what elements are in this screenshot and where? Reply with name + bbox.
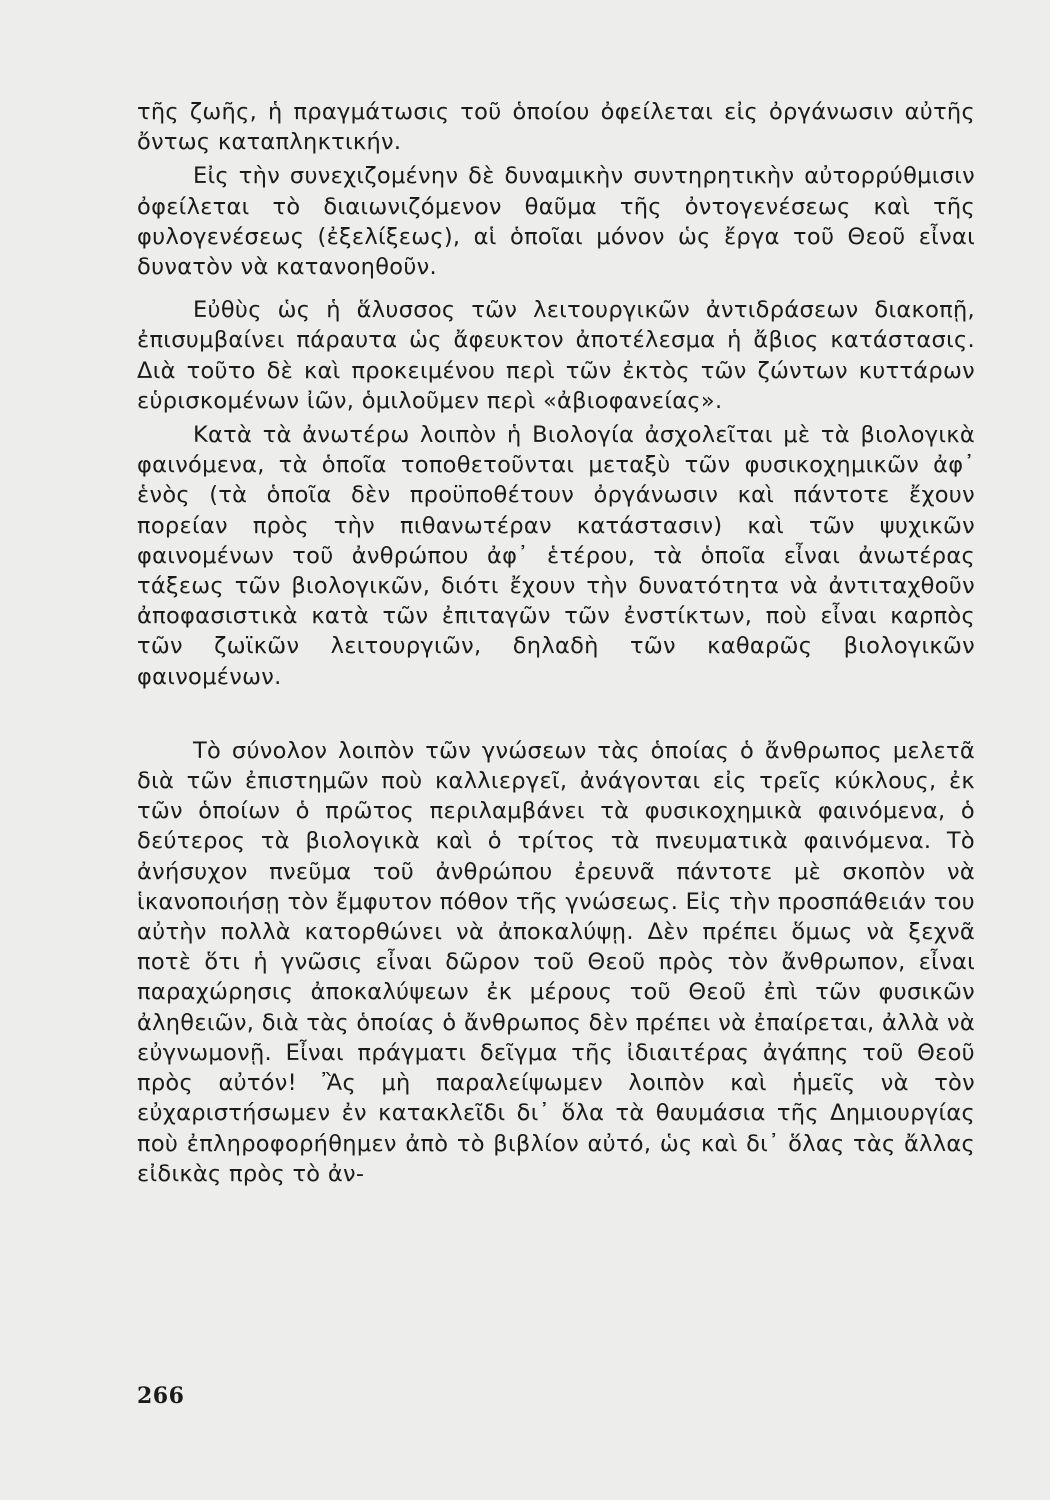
paragraph-knowledge: Τὸ σύνολον λοιπὸν τῶν γνώσεων τὰς ὁποίας ὁ ἄνθρωπος μελετᾶ διὰ τῶν ἐπιστημῶν ποὺ καλλιεργεῖ, ἀνάγονται εἰς τρεῖς κύκλους, ἐκ τῶν ὁποίων ὁ πρῶτος περιλαμβάνει τὰ φυσικοχημικὰ φαινόμενα, ὁ δεύτερος τὰ βιολογικὰ καὶ ὁ τρίτος τὰ πνευματικὰ φαινόμενα. Τὸ ἀνήσυχον πνεῦμα τοῦ ἀνθρώπου ἐρευνᾶ πάντοτε μὲ σκοπὸν νὰ ἱκανοποιήσῃ τὸν ἔμφυτον πόθον τῆς γνώσεως. Εἰς τὴν προσπάθειάν του αὐτὴν πολλὰ κατορθώνει νὰ ἀποκαλύψῃ. Δὲν πρέπει ὅμως νὰ ξεχνᾶ ποτὲ ὅτι ἡ γνῶσις εἶναι δῶρον τοῦ Θεοῦ πρὸς τὸν ἄνθρωπον, εἶναι παραχώρησις ἀποκαλύψεων ἐκ μέρους τοῦ Θεοῦ ἐπὶ τῶν φυσικῶν ἀληθειῶν, διὰ τὰς ὁποίας ὁ ἄνθρωπος δὲν πρέπει νὰ ἐπαίρεται, ἀλλὰ νὰ εὐγνωμονῇ. Εἶναι πράγματι δεῖγμα τῆς ἰδιαιτέρας ἀγάπης τοῦ Θεοῦ πρὸς αὐτόν! Ἂς μὴ παραλείψωμεν λοιπὸν καὶ ἡμεῖς νὰ τὸν εὐχαριστήσωμεν ἐν κατακλεῖδι δι᾽ ὅλα τὰ θαυμάσια τῆς Δημιουργίας ποὺ ἐπληροφορήθημεν ἀπὸ τὸ βιβλίον αὐτό, ὡς καὶ δι᾽ ὅλας τὰς ἄλλας εἰδικὰς πρὸς τὸ ἀν- [137, 737, 975, 1187]
paragraph-biology: Κατὰ τὰ ἀνωτέρω λοιπὸν ἡ Βιολογία ἀσχολεῖται μὲ τὰ βιολογικὰ φαινόμενα, τὰ ὁποῖα τοποθετοῦνται μεταξὺ τῶν φυσικοχημικῶν ἀφ᾽ ἑνὸς (τὰ ὁποῖα δὲν προϋποθέτουν ὀργάνωσιν καὶ πάντοτε ἔχουν πορείαν πρὸς τὴν πιθανωτέραν κατάστασιν) καὶ τῶν ψυχικῶν φαινομένων τοῦ ἀνθρώπου ἀφ᾽ ἑτέρου, τὰ ὁποῖα εἶναι ἀνωτέρας τάξεως τῶν βιολογικῶν, διότι ἔχουν τὴν δυνατότητα νὰ ἀντιταχθοῦν ἀποφασιστικὰ κατὰ τῶν ἐπιταγῶν τῶν ἐνστίκτων, ποὺ εἶναι καρπὸς τῶν ζωϊκῶν λειτουργιῶν, δηλαδὴ τῶν καθαρῶς βιολογικῶν φαινομένων. [137, 422, 975, 690]
paragraph-chain-interruption: Εὐθὺς ὡς ἡ ἅλυσσος τῶν λειτουργικῶν ἀντιδράσεων διακοπῇ, ἐπισυμβαίνει πάραυτα ὡς ἄφευκτον ἀποτέλεσμα ἡ ἄβιος κατάστασις. Διὰ τοῦτο δὲ καὶ προκειμένου περὶ τῶν ἐκτὸς τῶν ζώντων κυττάρων εὑρισκομένων ἰῶν, ὁμιλοῦμεν περὶ «ἀβιοφανείας». [137, 297, 975, 414]
paragraph-self-regulation: Εἰς τὴν συνεχιζομένην δὲ δυναμικὴν συντηρητικὴν αὐτορρύθμισιν ὀφείλεται τὸ διαιωνιζόμενον θαῦμα τῆς ὀντογενέσεως καὶ τῆς φυλογενέσεως (ἐξελίξεως), αἱ ὁποῖαι μόνον ὡς ἔργα τοῦ Θεοῦ εἶναι δυνατὸν νὰ κατανοηθοῦν. [137, 163, 975, 281]
body-text [137, 97, 975, 1189]
page-number: 266 [137, 1383, 185, 1409]
paragraph-continued: τῆς ζωῆς, ἡ πραγμάτωσις τοῦ ὁποίου ὀφείλεται εἰς ὀργάνωσιν αὐτῆς ὄντως καταπληκτικήν. [137, 99, 975, 156]
